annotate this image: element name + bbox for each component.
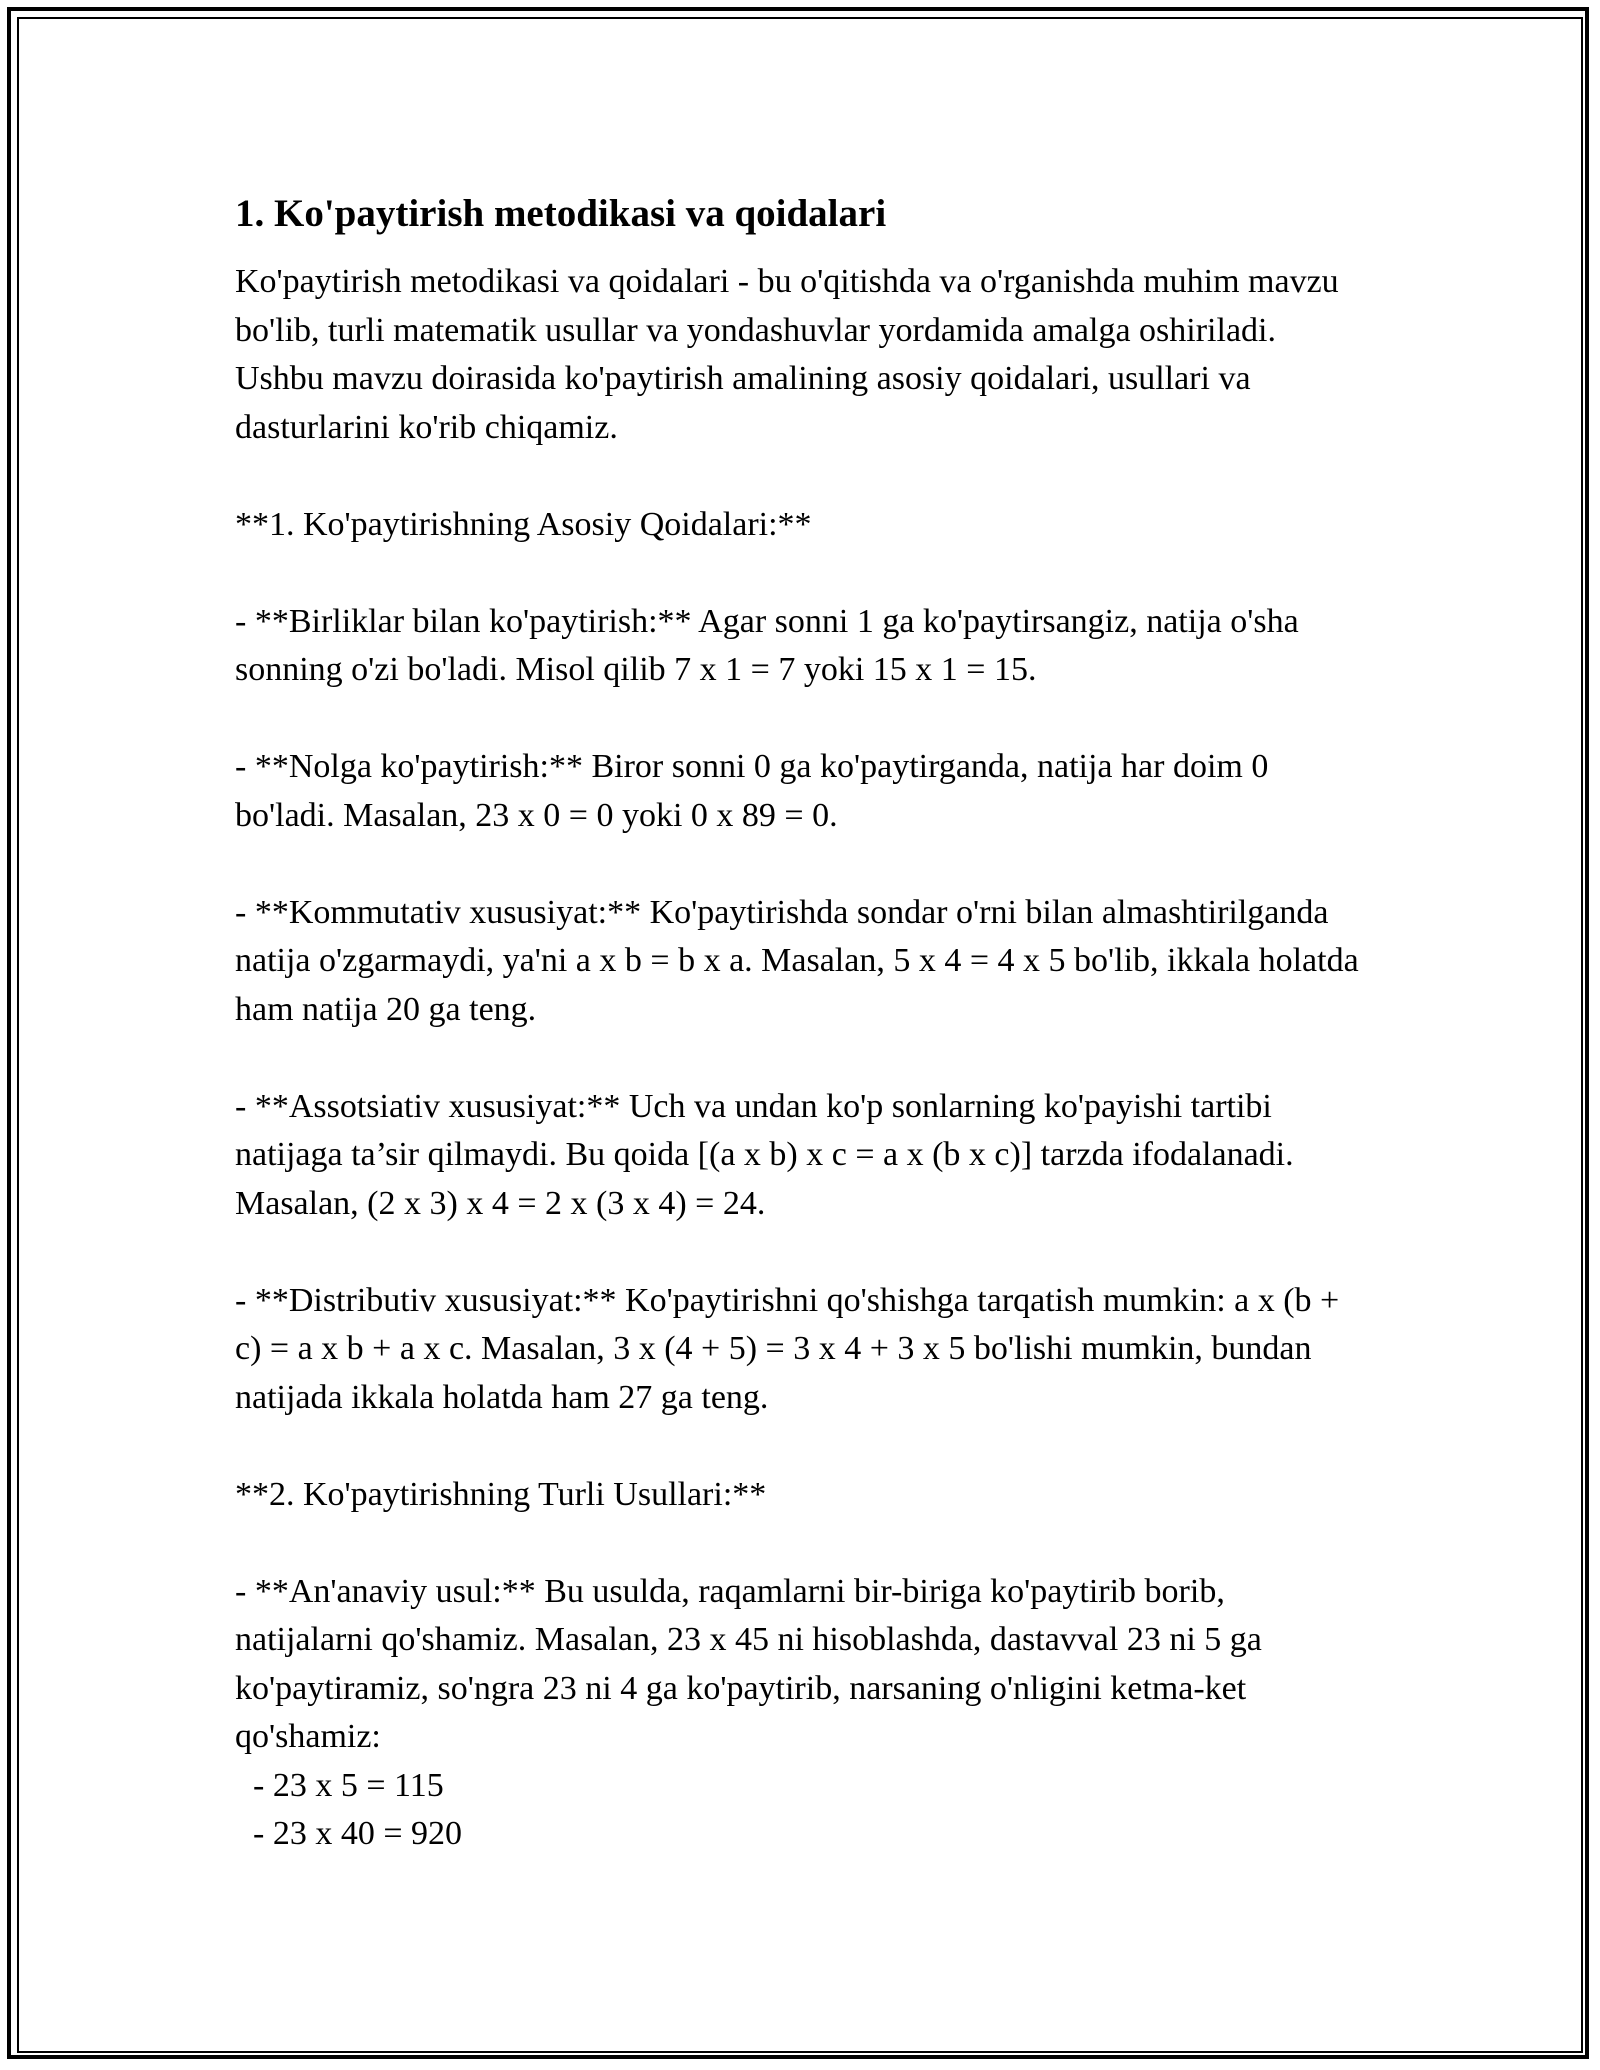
rule-zero-paragraph: - **Nolga ko'paytirish:** Biror sonni 0 ga ko'paytirganda, natija har doim 0 bo'ladi. Masalan, 23 x 0 = 0 yoki 0 x 89 = 0. [235, 748, 1277, 834]
paragraph-spacer [235, 840, 1365, 889]
paragraph-spacer [235, 452, 1365, 501]
document-body [235, 188, 1368, 1859]
paragraph-spacer [235, 695, 1365, 744]
example-line: - 23 x 40 = 920 [253, 1815, 462, 1852]
rule-commutative-paragraph: - **Kommutativ xususiyat:** Ko'paytirishda sondar o'rni bilan almashtirilganda natija o'zgarmaydi, ya'ni a x b = b x a. Masalan, 5 x 4 = 4 x 5 bo'lib, ikkala holatda ham natija 20 ga teng. [235, 893, 1368, 1028]
rule-units-paragraph: - **Birliklar bilan ko'paytirish:** Agar sonni 1 ga ko'paytirsangiz, natija o'sha sonning o'zi bo'ladi. Misol qilib 7 x 1 = 7 yoki 15 x 1 = 15. [235, 602, 1308, 688]
rule-distributive-paragraph: - **Distributiv xususiyat:** Ko'paytirishni qo'shishga tarqatish mumkin: a x (b + c) = a x b + a x c. Masalan, 3 x (4 + 5) = 3 x 4 + 3 x 5 bo'lishi mumkin, bundan natijada ikkala holatda ham 27 ga teng. [235, 1281, 1348, 1416]
method-traditional-paragraph: - **An'anaviy usul:** Bu usulda, raqamlarni bir-biriga ko'paytirib borib, natijalarni qo'shamiz. Masalan, 23 x 45 ni hisoblashda, dastavval 23 ni 5 ga ko'paytiramiz, so'ngra 23 ni 4 ga ko'paytirib, narsaning o'nligini ketma-ket qo'shamiz: [235, 1572, 1271, 1755]
paragraph-spacer [235, 1422, 1365, 1471]
section-heading-basic-rules: **1. Ko'paytirishning Asosiy Qoidalari:** [235, 505, 812, 543]
intro-paragraph: Ko'paytirish metodikasi va qoidalari - bu o'qitishda va o'rganishda muhim mavzu bo'lib, turli matematik usullar va yondashuvlar yordamida amalga oshiriladi. Ushbu mavzu doirasida ko'paytirish amalining asosiy qoidalari, usullari va dasturlarini ko'rib chiqamiz. [235, 263, 1348, 446]
example-line: - 23 x 5 = 115 [253, 1766, 444, 1804]
paragraph-spacer [235, 549, 1365, 598]
paragraph-spacer [235, 1519, 1365, 1568]
rule-associative-paragraph: - **Assotsiativ xususiyat:** Uch va undan ko'p sonlarning ko'payishi tartibi natijaga ta’sir qilmaydi. Bu qoida [(a x b) x c = a x (b x c)] tarzda ifodalanadi. Masalan, (2 x 3) x 4 = 2 x (3 x 4) = 24. [235, 1087, 1303, 1222]
document-title: 1. Ko'paytirish metodikasi va qoidalari [235, 192, 887, 235]
paragraph-spacer [235, 1228, 1365, 1277]
section-heading-methods: **2. Ko'paytirishning Turli Usullari:** [235, 1475, 767, 1513]
paragraph-spacer [235, 1034, 1365, 1083]
